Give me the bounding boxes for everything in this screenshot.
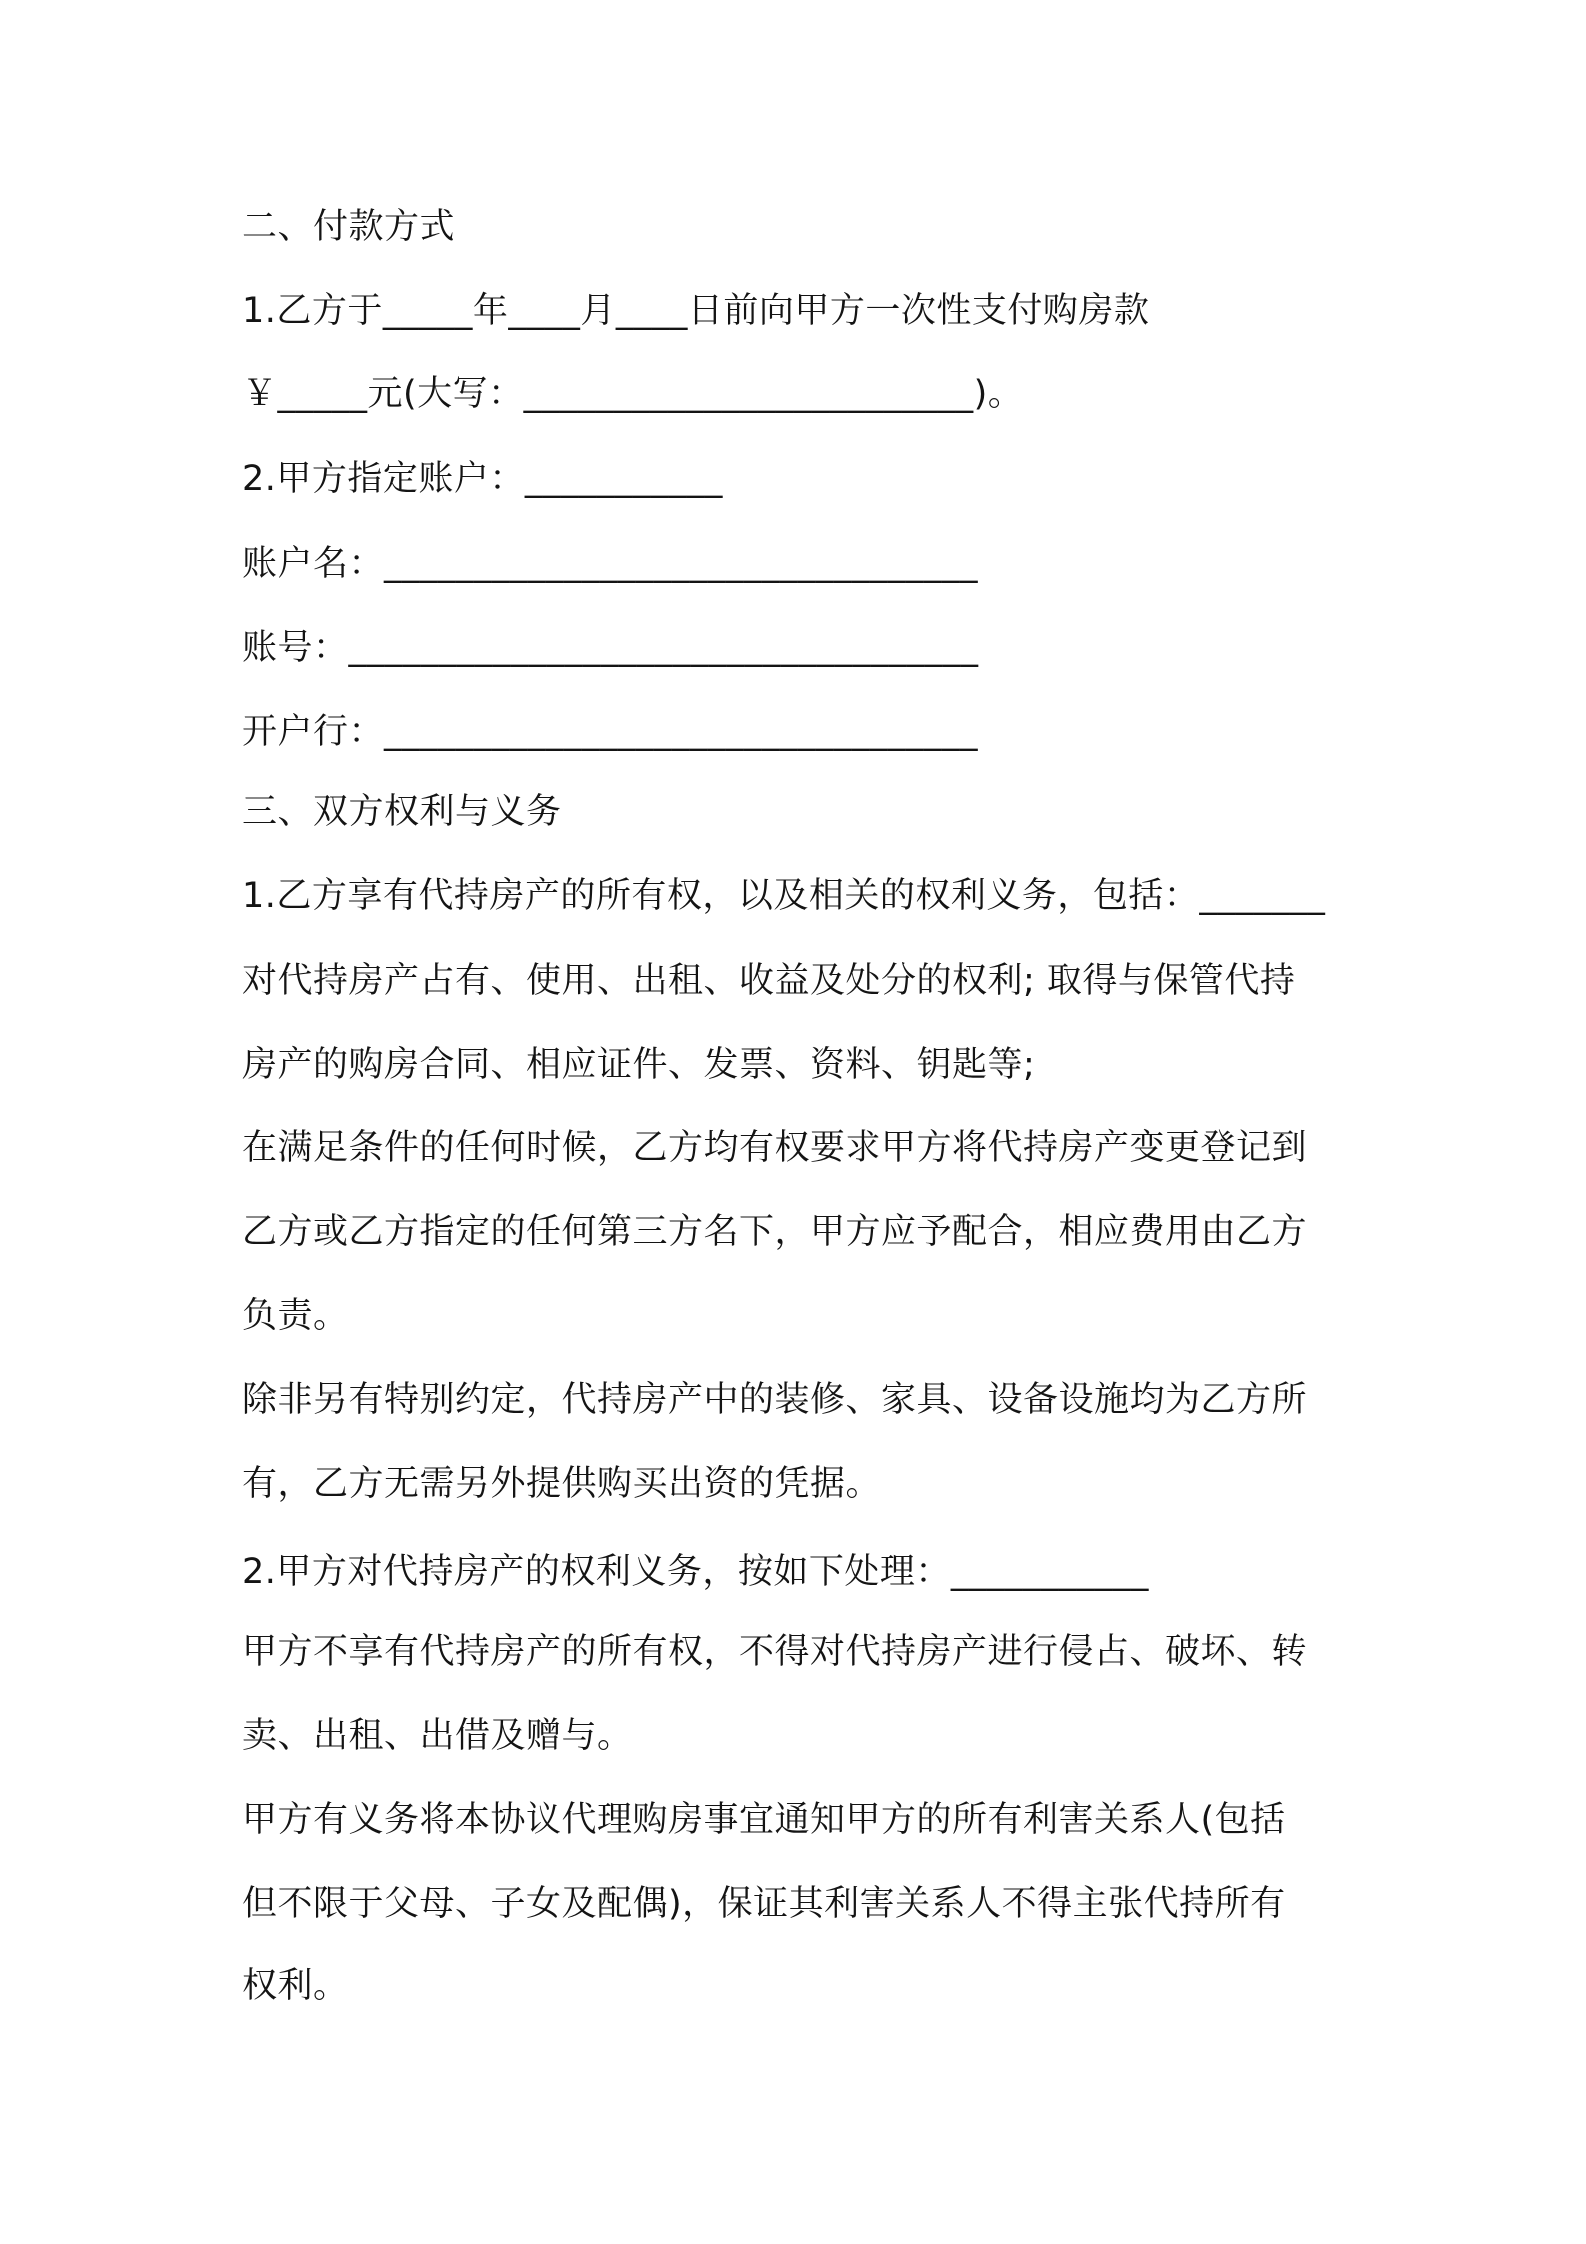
paragraph-line: 甲方不享有代持房产的所有权，不得对代持房产进行侵占、破坏、转	[242, 1632, 1308, 1672]
paragraph-line: 2.甲方指定账户：___________	[242, 459, 723, 499]
account-number-field: 账号：___________________________________	[242, 628, 979, 668]
paragraph-line: 负责。	[242, 1296, 349, 1336]
paragraph-line: 卖、出租、出借及赠与。	[242, 1716, 633, 1756]
paragraph-line: 有，乙方无需另外提供购买出资的凭据。	[242, 1464, 882, 1504]
paragraph-line: 甲方有义务将本协议代理购房事宜通知甲方的所有利害关系人(包括	[242, 1800, 1286, 1840]
paragraph-line: 乙方或乙方指定的任何第三方名下，甲方应予配合，相应费用由乙方	[242, 1212, 1308, 1252]
section-heading-payment: 二、付款方式	[242, 207, 456, 247]
section-heading-rights: 三、双方权利与义务	[242, 792, 562, 832]
account-name-field: 账户名：_________________________________	[242, 544, 979, 584]
paragraph-line: 1.乙方享有代持房产的所有权，以及相关的权利义务，包括：_______	[242, 876, 1326, 916]
paragraph-line: 房产的购房合同、相应证件、发票、资料、钥匙等;	[242, 1045, 1036, 1085]
paragraph-line: ￥_____元(大写：_________________________)。	[242, 374, 1024, 414]
paragraph-line: 1.乙方于_____年____月____日前向甲方一次性支付购房款	[242, 291, 1150, 331]
bank-field: 开户行：_________________________________	[242, 712, 979, 752]
paragraph-line: 对代持房产占有、使用、出租、收益及处分的权利; 取得与保管代持	[242, 961, 1296, 1001]
paragraph-line: 但不限于父母、子女及配偶)，保证其利害关系人不得主张代持所有	[242, 1884, 1286, 1924]
paragraph-line: 除非另有特别约定，代持房产中的装修、家具、设备设施均为乙方所	[242, 1380, 1308, 1420]
paragraph-line: 2.甲方对代持房产的权利义务，按如下处理：___________	[242, 1552, 1149, 1592]
paragraph-line: 在满足条件的任何时候，乙方均有权要求甲方将代持房产变更登记到	[242, 1128, 1308, 1168]
paragraph-line: 权利。	[242, 1966, 349, 2006]
